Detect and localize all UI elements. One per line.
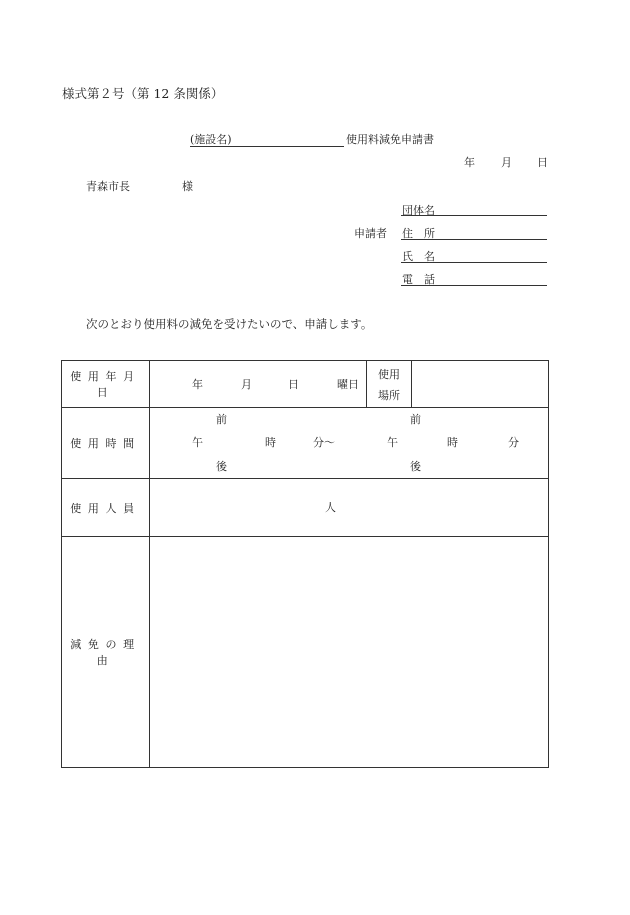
headcount-label: 使用人員: [62, 479, 150, 537]
usage-date-label: 使用年月日: [62, 361, 150, 408]
usage-place-label-line2: 場所: [378, 389, 400, 402]
group-name-field[interactable]: [401, 215, 547, 216]
reason-row: [62, 537, 549, 768]
date-month-label: 月: [501, 156, 512, 169]
address-field[interactable]: [401, 239, 547, 240]
usage-place-label-line1: 使用: [378, 368, 400, 381]
end-am-label: 前: [410, 413, 421, 426]
application-table: [61, 360, 549, 768]
usage-date-field[interactable]: [150, 361, 367, 408]
start-noon-label: 午: [192, 436, 203, 449]
group-name-label: 団体名: [402, 204, 435, 217]
applicant-label: 申請者: [354, 227, 387, 240]
addressee-honorific: 様: [182, 180, 193, 193]
end-pm-label: 後: [410, 460, 421, 473]
phone-label: 電 話: [402, 273, 435, 286]
form-number: 様式第２号（第 12 条関係）: [62, 86, 224, 101]
end-hour-label: 時: [447, 436, 458, 449]
usage-month-label: 月: [241, 378, 252, 391]
date-day-label: 日: [537, 156, 548, 169]
usage-year-label: 年: [192, 378, 203, 391]
start-minute-label: 分〜: [313, 436, 335, 449]
start-hour-label: 時: [265, 436, 276, 449]
reason-label: 減免の理由: [62, 537, 150, 768]
addressee-name: 青森市長: [86, 180, 130, 193]
reason-field[interactable]: [150, 537, 549, 768]
usage-weekday-label: 曜日: [337, 378, 359, 391]
headcount-unit: 人: [325, 501, 336, 514]
usage-day-label: 日: [288, 378, 299, 391]
end-minute-label: 分: [508, 436, 519, 449]
page-title: 使用料減免申請書: [346, 133, 434, 146]
name-field[interactable]: [401, 262, 547, 263]
usage-time-row: [62, 408, 549, 479]
headcount-field[interactable]: [150, 479, 549, 537]
address-label: 住 所: [402, 227, 435, 240]
facility-name-underline: [190, 146, 344, 147]
headcount-row: [62, 479, 549, 537]
request-statement: 次のとおり使用料の減免を受けたいので、申請します。: [86, 317, 373, 331]
phone-field[interactable]: [401, 285, 547, 286]
start-pm-label: 後: [216, 460, 227, 473]
name-label: 氏 名: [402, 250, 435, 263]
usage-place-label-cell: [367, 361, 412, 408]
usage-place-field[interactable]: [412, 361, 549, 408]
usage-time-field[interactable]: [150, 408, 549, 479]
start-am-label: 前: [216, 413, 227, 426]
date-year-label: 年: [464, 156, 475, 169]
end-noon-label: 午: [387, 436, 398, 449]
facility-name-placeholder: (施設名): [190, 133, 232, 146]
usage-time-label: 使用時間: [62, 408, 150, 479]
usage-date-row: [62, 361, 549, 408]
